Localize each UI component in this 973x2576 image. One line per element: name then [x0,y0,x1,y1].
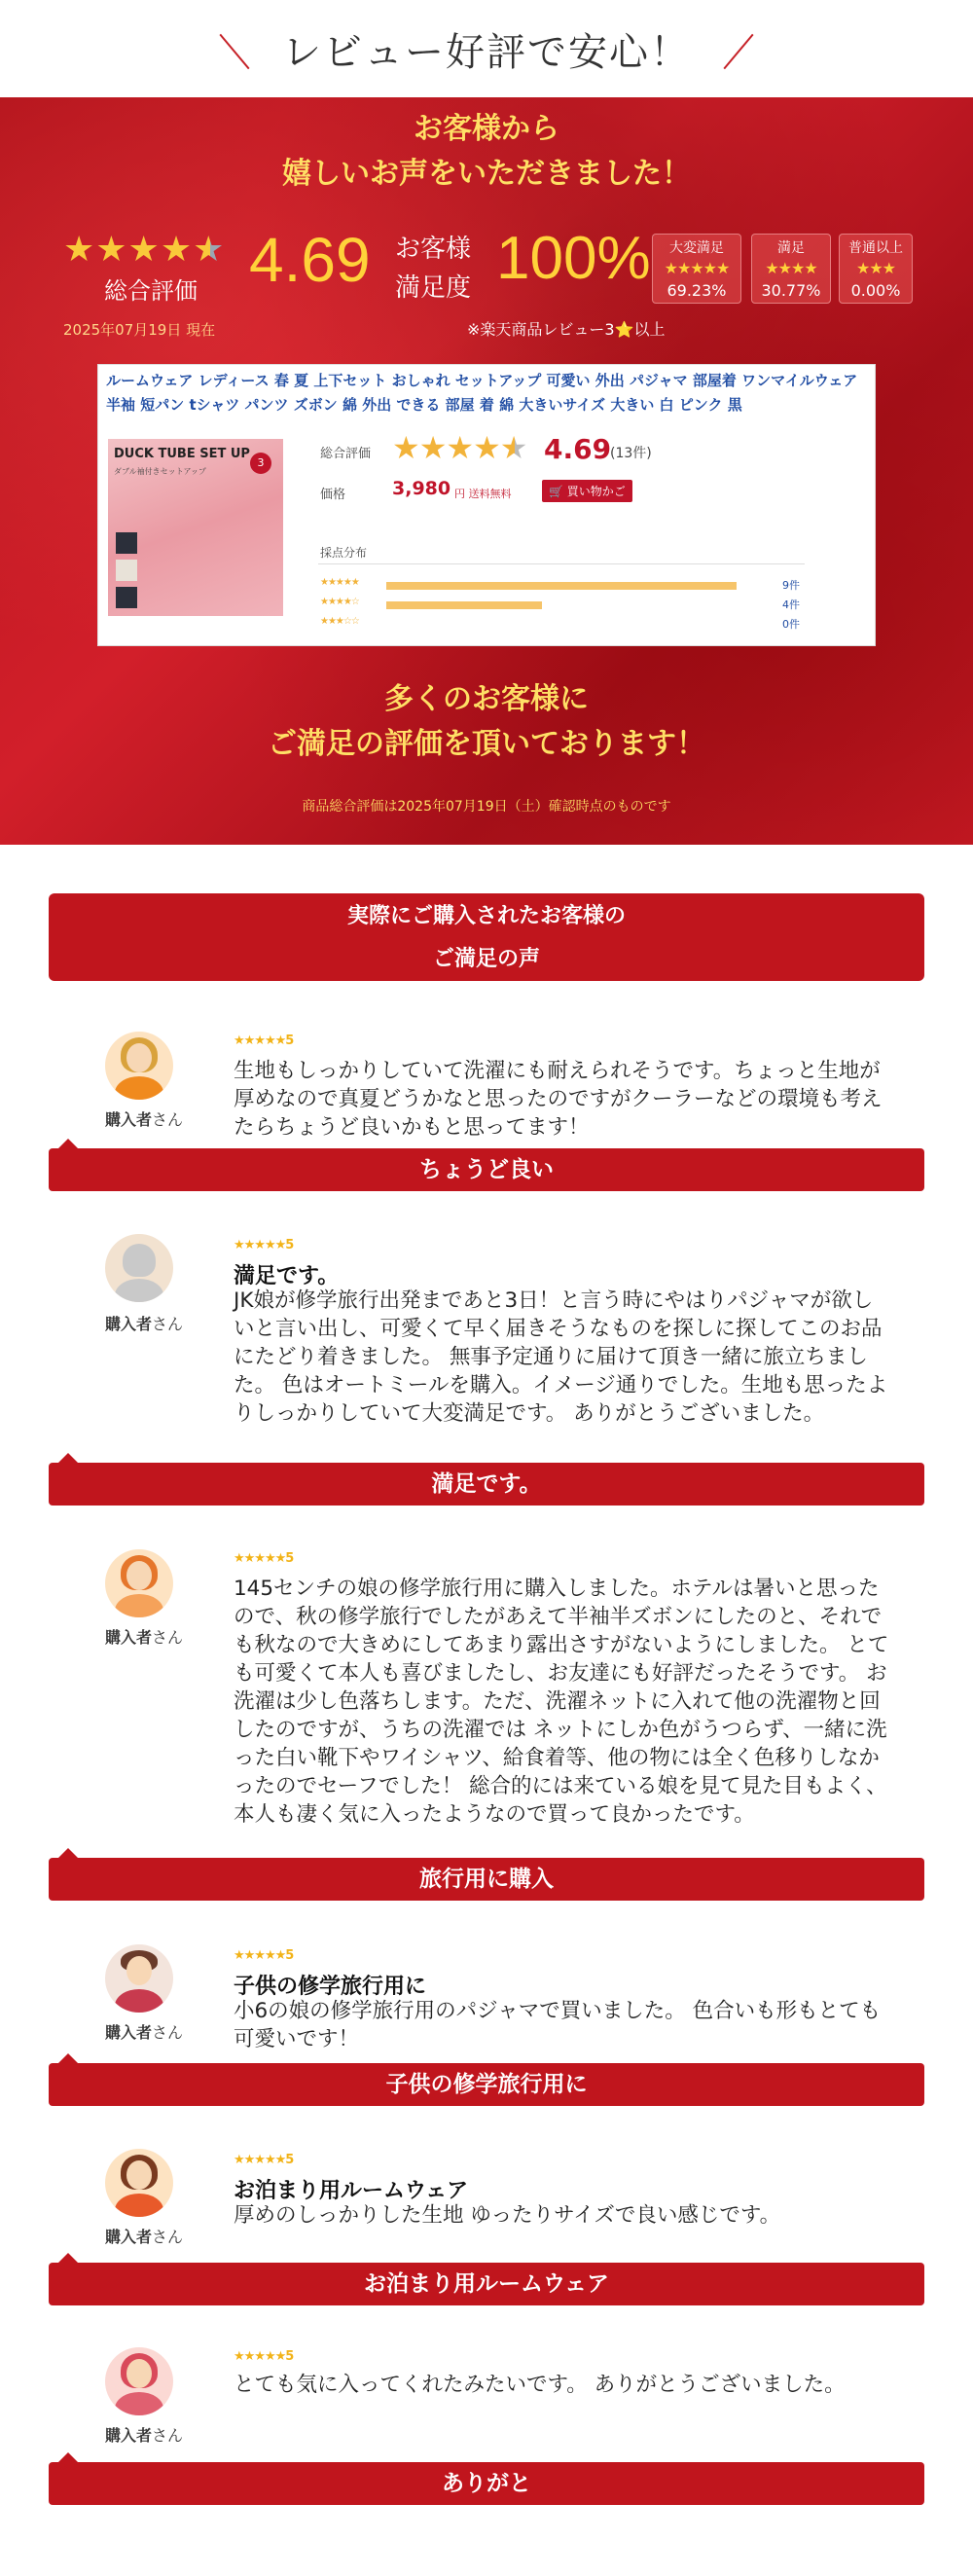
rating-date: 2025年07月19日 現在 [63,321,216,339]
avatar-body [115,1989,163,2013]
distribution-stars-icon: ★★★★★ [320,577,359,588]
intro-line-1: お客様から [414,112,559,146]
review-body: 生地もしっかりしていて洗濯にも耐えられそうです。ちょっと生地が厚めなので真夏どうかなと思ったのですがクーラーなどの環境も考えたらちょうど良いかもと思ってます！ [234,1059,883,1140]
satisfaction-label-1: お客様 [395,235,472,264]
avatar-face [126,1956,152,1985]
review-body: 145センチの娘の修学旅行用に購入しました。ホテルは暑いと思ったので、秋の修学旅行でしたがあえて半袖半ズボンにしたのと、それでも秋なので大きめにしてあまり露出さすがないようにしました。 とても可愛くて本人も喜びましたし、お友達にも好評だったそうです。 お洗濯は少し色落ちします。ただ、洗濯ネットに入れて他の洗濯物と回したのですが、うちの洗濯では ネットにしか色がうつらず、一緒に洗った白い靴下やワイシャツ、給食着等、他の物には全く色移りしなかったのでセーフでした！ 総合的には来ている娘を見て見た目もよく、本人も凄く気に入ったようなので買って良かったです。 [234,1577,889,1827]
distribution-count-link[interactable]: 0件 [782,618,800,631]
product-review-card [97,364,876,646]
outro-line-1: 多くのお客様に [384,682,589,716]
satisfaction-label-2: 満足度 [395,273,472,303]
buyer-name: 購入者さん [104,2426,184,2445]
product-image-badge: 3 [250,453,271,474]
distribution-bar-track [386,582,737,590]
banner-intro [0,107,973,197]
breakdown-stars-icon: ★★★★★ [664,259,730,277]
divider [318,563,805,564]
breakdown-percent: 69.23% [667,281,727,300]
avatar-face [126,1561,152,1590]
distribution-count-link[interactable]: 4件 [782,599,800,611]
price-suffix: 円 送料無料 [454,488,512,500]
banner-footnote: 商品総合評価は2025年07月19日（土）確認時点のものです [302,799,671,815]
overall-label: 総合評価 [104,277,198,305]
overall-stars-icon: ★★★★★ [63,230,226,270]
distribution-count-link[interactable]: 9件 [782,579,800,592]
satisfaction-note: ※楽天商品レビュー3⭐以上 [467,320,666,339]
product-thumbnail [116,532,137,554]
review-tag: 子供の修学旅行用に [49,2063,924,2106]
breakdown-percent: 30.77% [761,281,821,300]
breakdown-label: 満足 [777,240,805,256]
review-title: 満足です。 [234,1264,340,1288]
distribution-bar-fill [386,582,737,590]
avatar [105,1234,173,1302]
buyer-name: 購入者さん [104,2023,184,2042]
review-body: JK娘が修学旅行出発まであと3日！と言う時にやはりパジャマが欲しいと言い出し、可愛くて早く届きそうなものを探しに探してこのお品にたどり着きました。 無事予定通りに届けて頂き一緒に旅立ちました。 色はオートミールを購入。イメージ通りでした。生地も思ったよりしっかりしていて大変満足です。 ありがとうございました。 [234,1288,888,1426]
distribution-row [320,577,865,595]
review-tag: ちょうど良い [49,1148,924,1191]
avatar-body [115,1076,163,1100]
review-stars-icon: ★★★★★5 [234,1948,294,1963]
cart-icon: 🛒 [549,485,563,498]
distribution-bar-fill [386,601,542,609]
distribution-stars-icon: ★★★★☆ [320,597,359,607]
avatar-body [115,1279,163,1302]
review-stars-icon: ★★★★★5 [234,1034,294,1048]
avatar-body [115,2194,163,2217]
distribution-bar-track [386,601,737,609]
page-title: レビュー好評で安心！ [282,30,691,75]
review-body: 小6の娘の修学旅行用のパジャマで買いました。 色合いも形もとても可愛いです！ [234,1999,882,2051]
price-label: 価格 [320,488,346,502]
review-title: 子供の修学旅行用に [234,1975,427,1999]
outro-line-2: ご満足の評価を頂いております！ [268,727,705,761]
review-stars-icon: ★★★★★5 [234,1551,294,1566]
voices-heading-line-1: 実際にご購入されたお客様の [346,904,626,928]
distribution-title: 採点分布 [320,546,368,560]
buyer-name: 購入者さん [104,1628,184,1647]
avatar-face [126,1043,152,1072]
review-stars-icon: ★★★★★5 [234,2349,294,2364]
breakdown-satisfied [751,234,831,304]
breakdown-stars-icon: ★★★ [855,259,896,277]
product-image-text: DUCK TUBE SET UP [114,447,250,461]
satisfaction-label [395,230,471,308]
breakdown-very-satisfied [652,234,741,304]
avatar [105,2149,173,2217]
review-summary-banner [0,97,973,845]
avatar [105,1032,173,1100]
product-rating-stars-icon: ★★★★★ [392,429,527,466]
page-header [0,0,973,97]
avatar-hair [123,1244,156,1277]
product-thumbnail [116,587,137,608]
avatar [105,1944,173,2013]
distribution-stars-icon: ★★★☆☆ [320,616,359,627]
breakdown-label: 大変満足 [669,240,724,256]
review-body: とても気に入ってくれたみたいです。 ありがとうございました。 [234,2373,846,2397]
overall-score: 4.69 [249,225,371,295]
avatar-body [115,1594,163,1617]
voices-heading-line-2: ご満足の声 [432,947,540,971]
product-rating-count[interactable]: (13件) [610,446,652,461]
review-tag: 旅行用に購入 [49,1858,924,1901]
review-stars-icon: ★★★★★5 [234,1238,294,1252]
review-stars-icon: ★★★★★5 [234,2153,294,2167]
avatar [105,2347,173,2415]
product-title-link[interactable]: ルームウェア レディース 春 夏 上下セット おしゃれ セットアップ 可愛い 外出 パジャマ 部屋着 ワンマイルウェア 半袖 短パン tシャツ パンツ ズボン 綿 外出 できる 部屋 着 綿 大きいサイズ 大きい 白 ピンク 黒 [106,372,858,414]
product-rating-score: 4.69 [544,433,612,465]
breakdown-stars-icon: ★★★★ [765,259,817,277]
distribution-row [320,616,865,634]
review-title: お泊まり用ルームウェア [234,2179,469,2203]
avatar [105,1549,173,1617]
rating-label: 総合評価 [320,447,372,461]
avatar-face [126,2359,152,2388]
avatar-body [115,2392,163,2415]
banner-outro [0,677,973,767]
product-thumbnail [116,560,137,581]
review-tag: お泊まり用ルームウェア [49,2263,924,2305]
intro-line-2: 嬉しいお声をいただきました！ [282,157,691,191]
buyer-name: 購入者さん [104,1315,184,1333]
overall-rating-block [63,230,238,340]
distribution-row [320,597,865,614]
buyer-name: 購入者さん [104,1110,184,1129]
buyer-name: 購入者さん [104,2228,184,2246]
review-body: 厚めのしっかりした生地 ゆったりサイズで良い感じです。 [234,2203,781,2228]
distribution-bar-track [386,621,737,629]
customer-voices-heading [49,893,924,981]
avatar-face [126,2160,152,2190]
product-image-subtext: ダブル袖付きセットアップ [114,467,206,476]
breakdown-percent: 0.00% [850,281,901,300]
review-tag: 満足です。 [49,1463,924,1506]
product-price: 3,980 [392,478,451,499]
breakdown-average-or-above [839,234,913,304]
satisfaction-percent: 100% [496,225,651,292]
add-to-cart-button[interactable] [542,480,632,502]
add-to-cart-label: 買い物かご [566,485,626,498]
product-image[interactable] [108,439,283,616]
breakdown-label: 普通以上 [848,240,903,256]
review-tag: ありがと [49,2462,924,2505]
